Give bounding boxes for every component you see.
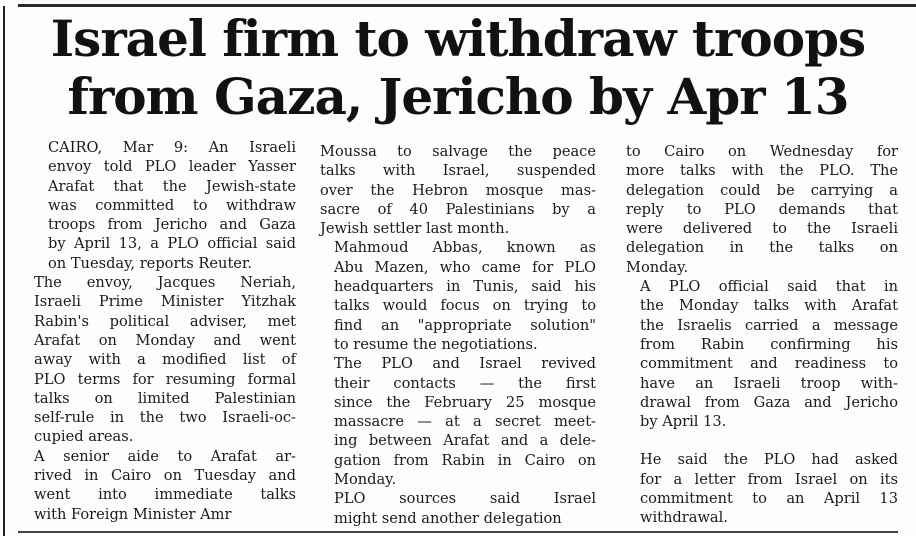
article-line: The envoy, Jacques Neriah, xyxy=(34,274,296,292)
article-line: ing between Arafat and a dele- xyxy=(334,432,596,450)
headline-line-2: from Gaza, Jericho by Apr 13 xyxy=(67,67,849,126)
headline-line-1: Israel firm to withdraw troops xyxy=(50,9,866,68)
article-line: over the Hebron mosque mas- xyxy=(320,181,596,199)
clipping-bottom-rule xyxy=(18,531,898,533)
article-line: by April 13, a PLO official said xyxy=(48,235,296,253)
article-line: on Tuesday, reports Reuter. xyxy=(48,254,252,272)
article-line: Jewish settler last month. xyxy=(320,220,510,238)
article-line: Rabin's political adviser, met xyxy=(34,312,296,330)
article-line: reply to PLO demands that xyxy=(626,200,898,218)
article-column-1 xyxy=(20,138,296,524)
article-line: commitment and readiness to xyxy=(640,355,898,373)
article-line: delegation could be carrying a xyxy=(626,181,898,199)
article-line: from Rabin confirming his xyxy=(640,335,898,353)
article-line: massacre — at a secret meet- xyxy=(334,413,596,431)
article-line: PLO sources said Israel xyxy=(334,490,596,508)
article-line: headquarters in Tunis, said his xyxy=(334,278,596,296)
article-line: CAIRO, Mar 9: An Israeli xyxy=(48,139,296,156)
article-line: commitment to an April 13 xyxy=(640,490,898,508)
article-line: the Monday talks with Arafat xyxy=(640,297,898,315)
article-line: drawal from Gaza and Jericho xyxy=(640,393,898,411)
article-line: talks would focus on trying to xyxy=(334,297,596,315)
article-line: to Cairo on Wednesday for xyxy=(626,143,898,160)
article-line: delegation in the talks on xyxy=(626,239,898,257)
article-line: the Israelis carried a message xyxy=(640,316,898,334)
article-line: with Foreign Minister Amr xyxy=(34,505,232,523)
article-line: He said the PLO had asked xyxy=(640,451,898,469)
article-line: withdrawal. xyxy=(640,509,728,527)
article-line: since the February 25 mosque xyxy=(334,393,596,411)
clipping-top-rule xyxy=(18,4,916,7)
article-paragraph xyxy=(320,354,596,489)
article-line: The PLO and Israel revived xyxy=(334,355,596,373)
article-paragraph xyxy=(626,450,898,527)
article-line: PLO terms for resuming formal xyxy=(34,370,296,388)
article-line: for a letter from Israel on its xyxy=(640,470,898,488)
article-line: talks with Israel, suspended xyxy=(320,162,596,180)
article-line: Mahmoud Abbas, known as xyxy=(334,239,596,257)
article-line: A senior aide to Arafat ar- xyxy=(34,447,296,465)
article-column-3 xyxy=(626,142,898,528)
article-line: were delivered to the Israeli xyxy=(626,220,898,238)
article-paragraph xyxy=(20,447,296,524)
article-line: was committed to withdraw xyxy=(48,196,296,214)
article-line: their contacts — the first xyxy=(334,374,596,392)
article-line: talks on limited Palestinian xyxy=(34,389,296,407)
article-line: Abu Mazen, who came for PLO xyxy=(334,258,596,276)
article-line: sacre of 40 Palestinians by a xyxy=(320,200,596,218)
article-line: have an Israeli troop with- xyxy=(640,374,898,392)
article-paragraph xyxy=(320,489,596,528)
article-line: might send another delegation xyxy=(334,509,562,527)
article-line: Arafat on Monday and went xyxy=(34,331,296,349)
article-line: went into immediate talks xyxy=(34,486,296,504)
article-column-2 xyxy=(320,142,596,528)
article-line: Arafat that the Jewish-state xyxy=(48,177,296,195)
article-line: A PLO official said that in xyxy=(640,278,898,296)
article-line: rived in Cairo on Tuesday and xyxy=(34,467,296,485)
article-line: gation from Rabin in Cairo on xyxy=(334,451,596,469)
article-line: by April 13. xyxy=(640,413,727,431)
article-line: Monday. xyxy=(626,258,689,276)
article-paragraph xyxy=(20,273,296,447)
article-paragraph xyxy=(320,142,596,238)
clipping-left-rule xyxy=(3,6,5,536)
article-paragraph xyxy=(626,277,898,431)
article-paragraph xyxy=(320,238,596,354)
article-line: self-rule in the two Israeli-oc- xyxy=(34,409,296,427)
article-line: envoy told PLO leader Yasser xyxy=(48,158,296,176)
article-paragraph xyxy=(626,142,898,277)
article-line: cupied areas. xyxy=(34,428,134,446)
article-line: Israeli Prime Minister Yitzhak xyxy=(34,293,296,311)
article-line: troops from Jericho and Gaza xyxy=(48,216,296,234)
article-paragraph xyxy=(20,138,296,273)
article-line: Moussa to salvage the peace xyxy=(320,143,596,160)
article-line: find an "appropriate solution" xyxy=(334,316,596,334)
article-line: Monday. xyxy=(334,471,397,489)
article-line: to resume the negotiations. xyxy=(334,335,538,353)
article-line: more talks with the PLO. The xyxy=(626,162,898,180)
article-line: away with a modified list of xyxy=(34,351,296,369)
headline xyxy=(10,10,906,126)
